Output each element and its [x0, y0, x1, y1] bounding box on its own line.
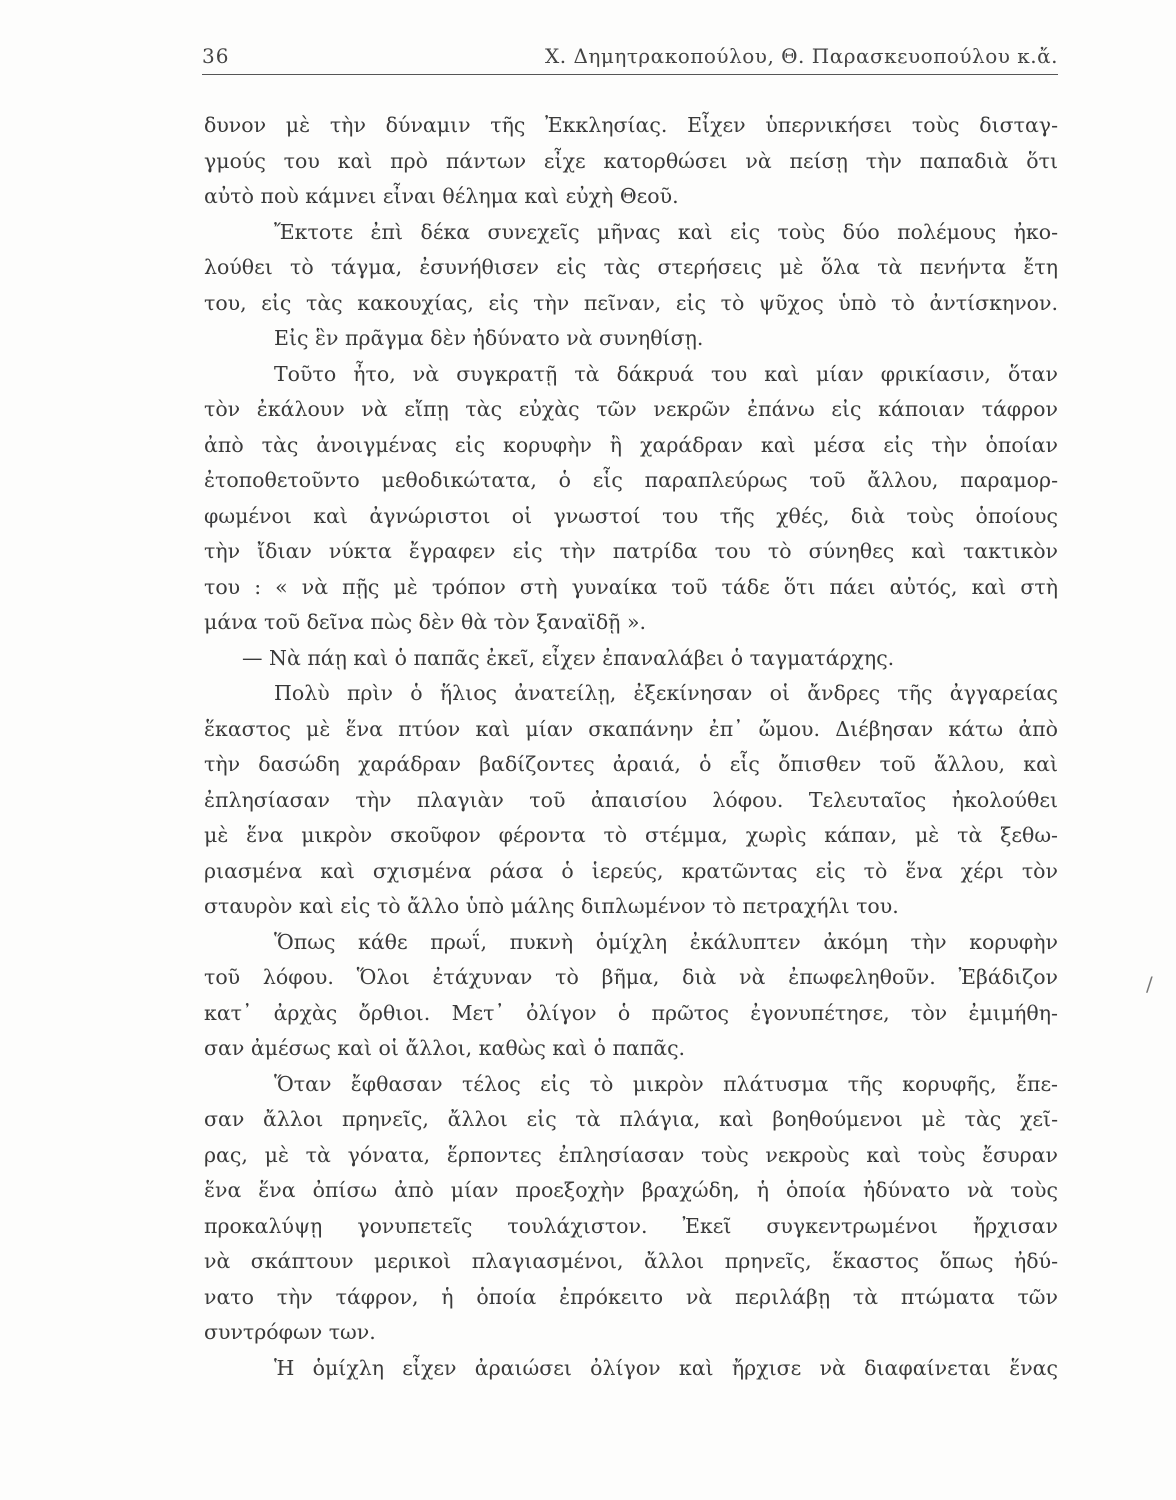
- text-line: ριασμένα καὶ σχισμένα ράσα ὁ ἱερεύς, κρατῶντας εἰς τὸ ἕνα χέρι τὸν: [204, 858, 1058, 883]
- text-line: συντρόφων των.: [204, 1320, 376, 1344]
- text-line: λούθει τὸ τάγμα, ἐσυνήθισεν εἰς τὰς στερήσεις μὲ ὅλα τὰ πενήντα ἔτη: [204, 255, 1058, 279]
- body-text: [204, 108, 1058, 1386]
- text-line: αὐτὸ ποὺ κάμνει εἶναι θέλημα καὶ εὐχὴ Θεοῦ.: [204, 184, 679, 208]
- text-line: ἐπλησίασαν τὴν πλαγιὰν τοῦ ἀπαισίου λόφου. Τελευταῖος ἠκολούθει: [204, 787, 1058, 812]
- text-line: μάνα τοῦ δεῖνα πὼς δὲν θὰ τὸν ξαναϊδῇ ».: [204, 610, 647, 634]
- text-line: ρας, μὲ τὰ γόνατα, ἕρποντες ἐπλησίασαν τοὺς νεκροὺς καὶ τοὺς ἔσυραν: [204, 1142, 1058, 1167]
- text-line: τὸν ἐκάλουν νὰ εἴπῃ τὰς εὐχὰς τῶν νεκρῶν ἐπάνω εἰς κάποιαν τάφρον: [204, 397, 1058, 421]
- margin-mark: /: [1146, 972, 1153, 996]
- page-number: 36: [202, 44, 230, 68]
- text-line: σαν ἄλλοι πρηνεῖς, ἄλλοι εἰς τὰ πλάγια, καὶ βοηθούμενοι μὲ τὰς χεῖ-: [204, 1107, 1058, 1131]
- text-line: ἕνα ἕνα ὀπίσω ἀπὸ μίαν προεξοχὴν βραχώδη, ἡ ὁποία ἠδύνατο νὰ τοὺς: [204, 1178, 1058, 1202]
- text-line: Ἡ ὁμίχλη εἶχεν ἀραιώσει ὀλίγον καὶ ἤρχισε νὰ διαφαίνεται ἕνας: [274, 1355, 1058, 1380]
- running-head: Χ. Δημητρακοπούλου, Θ. Παρασκευοπούλου κ.ἄ.: [545, 44, 1058, 68]
- text-line: Πολὺ πρὶν ὁ ἥλιος ἀνατείλῃ, ἐξεκίνησαν οἱ ἄνδρες τῆς ἀγγαρείας: [274, 681, 1058, 705]
- text-line: ἀπὸ τὰς ἀνοιγμένας εἰς κορυφὴν ἢ χαράδραν καὶ μέσα εἰς τὴν ὁποίαν: [204, 432, 1058, 457]
- text-line: μὲ ἕνα μικρὸν σκοῦφον φέροντα τὸ στέμμα, χωρὶς κάπαν, μὲ τὰ ξεθω-: [204, 823, 1058, 847]
- text-line: νατο τὴν τάφρον, ἡ ὁποία ἐπρόκειτο νὰ περιλάβῃ τὰ πτώματα τῶν: [204, 1284, 1058, 1309]
- page-header: [202, 40, 1058, 75]
- text-line: — Νὰ πάῃ καὶ ὁ παπᾶς ἐκεῖ, εἶχεν ἐπαναλάβει ὁ ταγματάρχης.: [242, 645, 895, 670]
- text-line: τὴν δασώδη χαράδραν βαδίζοντες ἀραιά, ὁ εἷς ὄπισθεν τοῦ ἄλλου, καὶ: [204, 752, 1058, 776]
- text-line: τὴν ἴδιαν νύκτα ἔγραφεν εἰς τὴν πατρίδα του τὸ σύνηθες καὶ τακτικὸν: [204, 539, 1058, 563]
- text-line: προκαλύψῃ γονυπετεῖς τουλάχιστον. Ἐκεῖ συγκεντρωμένοι ἤρχισαν: [204, 1213, 1058, 1238]
- text-line: δυνον μὲ τὴν δύναμιν τῆς Ἐκκλησίας. Εἶχεν ὑπερνικήσει τοὺς δισταγ-: [204, 113, 1058, 137]
- text-line: Ὅταν ἔφθασαν τέλος εἰς τὸ μικρὸν πλάτυσμα τῆς κορυφῆς, ἔπε-: [274, 1071, 1058, 1096]
- text-line: Τοῦτο ἦτο, νὰ συγκρατῇ τὰ δάκρυά του καὶ μίαν φρικίασιν, ὅταν: [274, 361, 1058, 386]
- text-line: του, εἰς τὰς κακουχίας, εἰς τὴν πεῖναν, εἰς τὸ ψῦχος ὑπὸ τὸ ἀντίσκηνον.: [204, 290, 1058, 315]
- text-line: κατ᾽ ἀρχὰς ὄρθιοι. Μετ᾽ ὀλίγον ὁ πρῶτος ἐγονυπέτησε, τὸν ἐμιμήθη-: [204, 1000, 1058, 1025]
- text-line: τοῦ λόφου. Ὅλοι ἐτάχυναν τὸ βῆμα, διὰ νὰ ἐπωφεληθοῦν. Ἐβάδιζον: [204, 965, 1058, 989]
- text-line: γμούς του καὶ πρὸ πάντων εἶχε κατορθώσει νὰ πείσῃ τὴν παπαδιὰ ὅτι: [204, 148, 1058, 173]
- text-line: Εἰς ἓν πρᾶγμα δὲν ἠδύνατο νὰ συνηθίσῃ.: [274, 326, 704, 350]
- text-line: νὰ σκάπτουν μερικοὶ πλαγιασμένοι, ἄλλοι πρηνεῖς, ἕκαστος ὅπως ἠδύ-: [204, 1249, 1058, 1273]
- text-line: ἕκαστος μὲ ἕνα πτύον καὶ μίαν σκαπάνην ἐπ᾽ ὤμου. Διέβησαν κάτω ἀπὸ: [204, 716, 1058, 741]
- text-line: φωμένοι καὶ ἀγνώριστοι οἱ γνωστοί του τῆς χθές, διὰ τοὺς ὁποίους: [204, 503, 1058, 528]
- text-line: του : « νὰ πῇς μὲ τρόπον στὴ γυναίκα τοῦ τάδε ὅτι πάει αὐτός, καὶ στὴ: [204, 574, 1058, 599]
- text-line: Ὅπως κάθε πρωΐ, πυκνὴ ὁμίχλη ἐκάλυπτεν ἀκόμη τὴν κορυφὴν: [274, 929, 1058, 954]
- text-line: Ἔκτοτε ἐπὶ δέκα συνεχεῖς μῆνας καὶ εἰς τοὺς δύο πολέμους ἠκο-: [274, 219, 1058, 244]
- text-line: σταυρὸν καὶ εἰς τὸ ἄλλο ὑπὸ μάλης διπλωμένον τὸ πετραχήλι του.: [204, 894, 899, 918]
- text-line: ἐτοποθετοῦντο μεθοδικώτατα, ὁ εἷς παραπλεύρως τοῦ ἄλλου, παραμορ-: [204, 468, 1058, 492]
- text-line: σαν ἀμέσως καὶ οἱ ἄλλοι, καθὼς καὶ ὁ παπᾶς.: [204, 1036, 686, 1060]
